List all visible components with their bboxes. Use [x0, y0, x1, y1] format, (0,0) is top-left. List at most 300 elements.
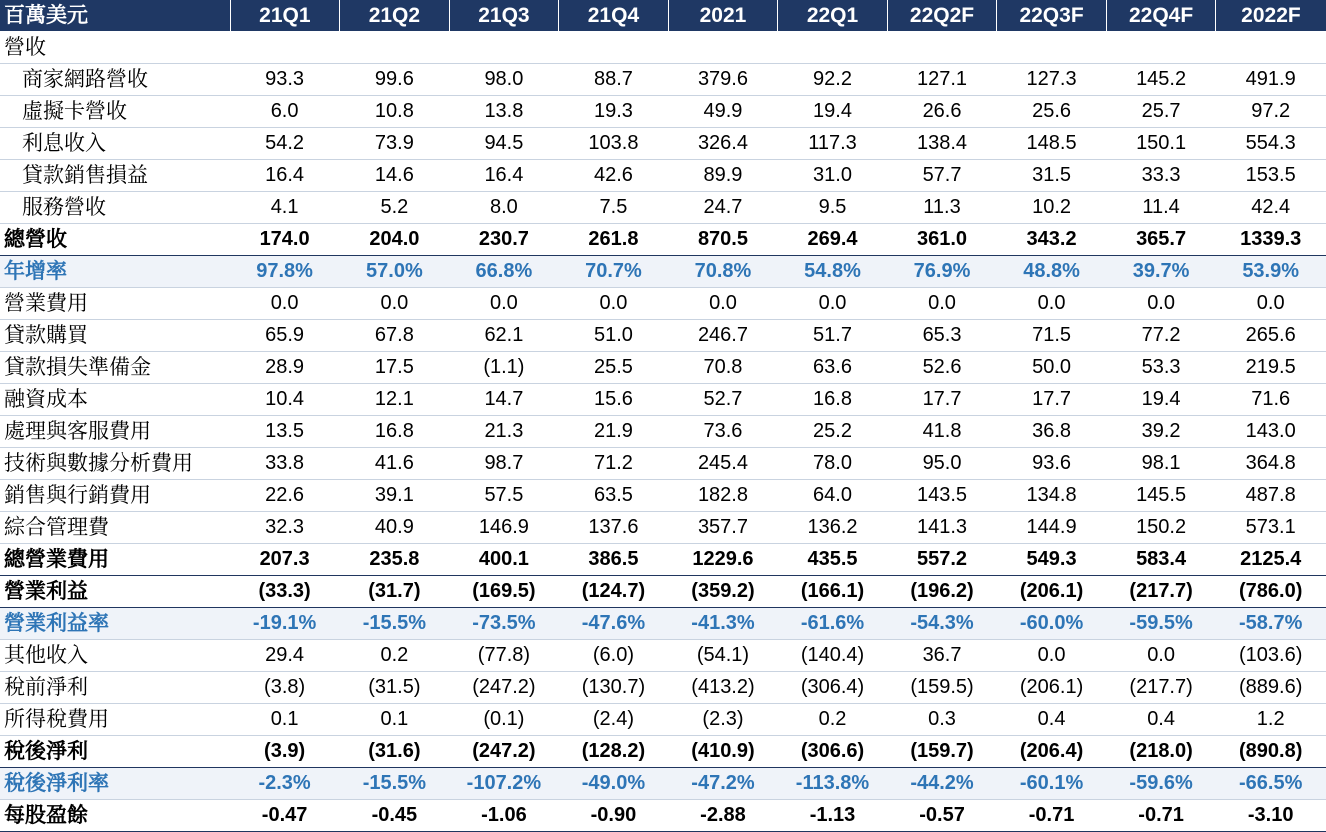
row-label: 利息收入 — [0, 128, 230, 160]
cell-value: (410.9) — [668, 736, 778, 768]
cell-value: 22.6 — [230, 480, 340, 512]
cell-value — [887, 32, 997, 64]
cell-value: 17.7 — [997, 384, 1107, 416]
cell-value: 25.7 — [1106, 96, 1216, 128]
cell-value: 39.2 — [1106, 416, 1216, 448]
cell-value: 0.3 — [887, 704, 997, 736]
cell-value: 6.0 — [230, 96, 340, 128]
column-header-22q3f: 22Q3F — [997, 0, 1107, 32]
cell-value: (786.0) — [1216, 576, 1326, 608]
table-row — [0, 224, 1326, 256]
cell-value: (130.7) — [559, 672, 669, 704]
cell-value: 343.2 — [997, 224, 1107, 256]
cell-value: 219.5 — [1216, 352, 1326, 384]
cell-value: 54.8% — [778, 256, 888, 288]
cell-value: 0.1 — [230, 704, 340, 736]
cell-value: 137.6 — [559, 512, 669, 544]
cell-value: 53.3 — [1106, 352, 1216, 384]
cell-value: 10.4 — [230, 384, 340, 416]
cell-value: 33.3 — [1106, 160, 1216, 192]
cell-value: -107.2% — [449, 768, 559, 800]
cell-value — [1216, 32, 1326, 64]
cell-value: 573.1 — [1216, 512, 1326, 544]
cell-value: 0.0 — [449, 288, 559, 320]
cell-value: 265.6 — [1216, 320, 1326, 352]
table-row — [0, 768, 1326, 800]
cell-value: (890.8) — [1216, 736, 1326, 768]
cell-value — [997, 32, 1107, 64]
cell-value: -3.10 — [1216, 800, 1326, 832]
cell-value: 557.2 — [887, 544, 997, 576]
cell-value: 144.9 — [997, 512, 1107, 544]
cell-value: 153.5 — [1216, 160, 1326, 192]
table-body — [0, 32, 1326, 832]
cell-value: 204.0 — [340, 224, 450, 256]
table-row — [0, 64, 1326, 96]
cell-value: -0.71 — [997, 800, 1107, 832]
cell-value: -61.6% — [778, 608, 888, 640]
cell-value: 36.8 — [997, 416, 1107, 448]
cell-value: 141.3 — [887, 512, 997, 544]
cell-value: (31.5) — [340, 672, 450, 704]
cell-value: 143.0 — [1216, 416, 1326, 448]
table-row — [0, 160, 1326, 192]
cell-value: (217.7) — [1106, 672, 1216, 704]
cell-value: 32.3 — [230, 512, 340, 544]
table-row — [0, 544, 1326, 576]
table-row — [0, 352, 1326, 384]
cell-value: 0.0 — [997, 288, 1107, 320]
cell-value: 97.8% — [230, 256, 340, 288]
cell-value: (306.6) — [778, 736, 888, 768]
cell-value: (33.3) — [230, 576, 340, 608]
table-row — [0, 800, 1326, 832]
cell-value: 0.0 — [1216, 288, 1326, 320]
cell-value: 41.8 — [887, 416, 997, 448]
table-row — [0, 32, 1326, 64]
cell-value: 0.0 — [1106, 640, 1216, 672]
cell-value: 93.3 — [230, 64, 340, 96]
row-label: 其他收入 — [0, 640, 230, 672]
cell-value: 76.9% — [887, 256, 997, 288]
cell-value: 14.7 — [449, 384, 559, 416]
cell-value: 71.5 — [997, 320, 1107, 352]
cell-value: 0.4 — [1106, 704, 1216, 736]
cell-value: 26.6 — [887, 96, 997, 128]
cell-value: 57.7 — [887, 160, 997, 192]
column-header-2021: 2021 — [668, 0, 778, 32]
cell-value: 0.1 — [340, 704, 450, 736]
cell-value: (159.5) — [887, 672, 997, 704]
cell-value: 1229.6 — [668, 544, 778, 576]
cell-value: 39.7% — [1106, 256, 1216, 288]
header-row — [0, 0, 1326, 32]
row-label: 營業費用 — [0, 288, 230, 320]
cell-value — [340, 32, 450, 64]
cell-value: 64.0 — [778, 480, 888, 512]
cell-value: 94.5 — [449, 128, 559, 160]
cell-value: (218.0) — [1106, 736, 1216, 768]
cell-value: -60.1% — [997, 768, 1107, 800]
cell-value: 0.4 — [997, 704, 1107, 736]
cell-value: 99.6 — [340, 64, 450, 96]
row-label: 總營業費用 — [0, 544, 230, 576]
cell-value: 52.7 — [668, 384, 778, 416]
cell-value: 103.8 — [559, 128, 669, 160]
cell-value: (206.1) — [997, 576, 1107, 608]
cell-value: 8.0 — [449, 192, 559, 224]
cell-value: -1.13 — [778, 800, 888, 832]
column-header-22q1: 22Q1 — [778, 0, 888, 32]
row-label: 虛擬卡營收 — [0, 96, 230, 128]
cell-value: 145.5 — [1106, 480, 1216, 512]
cell-value: 73.6 — [668, 416, 778, 448]
cell-value: -49.0% — [559, 768, 669, 800]
cell-value — [449, 32, 559, 64]
cell-value: (2.4) — [559, 704, 669, 736]
cell-value: 40.9 — [340, 512, 450, 544]
table-row — [0, 576, 1326, 608]
cell-value: 127.1 — [887, 64, 997, 96]
cell-value: 67.8 — [340, 320, 450, 352]
row-label: 稅後淨利率 — [0, 768, 230, 800]
cell-value: 0.0 — [668, 288, 778, 320]
cell-value: (6.0) — [559, 640, 669, 672]
cell-value: 554.3 — [1216, 128, 1326, 160]
cell-value: 11.4 — [1106, 192, 1216, 224]
cell-value: -0.47 — [230, 800, 340, 832]
cell-value: 117.3 — [778, 128, 888, 160]
cell-value: 0.0 — [887, 288, 997, 320]
cell-value: -41.3% — [668, 608, 778, 640]
cell-value: 36.7 — [887, 640, 997, 672]
row-label: 稅前淨利 — [0, 672, 230, 704]
cell-value: 62.1 — [449, 320, 559, 352]
column-header-unit: 百萬美元 — [0, 0, 230, 32]
cell-value: (166.1) — [778, 576, 888, 608]
cell-value: 19.3 — [559, 96, 669, 128]
table-row — [0, 672, 1326, 704]
row-label: 貸款購買 — [0, 320, 230, 352]
column-header-22q2f: 22Q2F — [887, 0, 997, 32]
cell-value: (359.2) — [668, 576, 778, 608]
row-label: 商家網路營收 — [0, 64, 230, 96]
cell-value: 10.2 — [997, 192, 1107, 224]
cell-value: -47.2% — [668, 768, 778, 800]
cell-value: 41.6 — [340, 448, 450, 480]
cell-value: (3.8) — [230, 672, 340, 704]
cell-value — [778, 32, 888, 64]
cell-value: 49.9 — [668, 96, 778, 128]
cell-value: 98.0 — [449, 64, 559, 96]
row-label: 技術與數據分析費用 — [0, 448, 230, 480]
cell-value: 70.8 — [668, 352, 778, 384]
cell-value: 25.2 — [778, 416, 888, 448]
cell-value: 9.5 — [778, 192, 888, 224]
cell-value: 71.2 — [559, 448, 669, 480]
cell-value: 19.4 — [778, 96, 888, 128]
table-row — [0, 384, 1326, 416]
cell-value: 400.1 — [449, 544, 559, 576]
cell-value: -0.90 — [559, 800, 669, 832]
cell-value: 435.5 — [778, 544, 888, 576]
cell-value: (140.4) — [778, 640, 888, 672]
cell-value: 31.0 — [778, 160, 888, 192]
cell-value: (206.4) — [997, 736, 1107, 768]
cell-value: (413.2) — [668, 672, 778, 704]
cell-value: 54.2 — [230, 128, 340, 160]
row-label: 貸款損失準備金 — [0, 352, 230, 384]
cell-value: 57.0% — [340, 256, 450, 288]
cell-value: 10.8 — [340, 96, 450, 128]
cell-value: 95.0 — [887, 448, 997, 480]
cell-value: 66.8% — [449, 256, 559, 288]
row-label: 銷售與行銷費用 — [0, 480, 230, 512]
cell-value: 71.6 — [1216, 384, 1326, 416]
cell-value: -66.5% — [1216, 768, 1326, 800]
cell-value: -58.7% — [1216, 608, 1326, 640]
cell-value: (247.2) — [449, 736, 559, 768]
cell-value: 50.0 — [997, 352, 1107, 384]
cell-value: 150.1 — [1106, 128, 1216, 160]
cell-value: 25.6 — [997, 96, 1107, 128]
cell-value: 17.5 — [340, 352, 450, 384]
cell-value: -54.3% — [887, 608, 997, 640]
cell-value: (889.6) — [1216, 672, 1326, 704]
row-label: 融資成本 — [0, 384, 230, 416]
cell-value: 7.5 — [559, 192, 669, 224]
cell-value — [559, 32, 669, 64]
cell-value: 21.9 — [559, 416, 669, 448]
cell-value: 379.6 — [668, 64, 778, 96]
cell-value: 4.1 — [230, 192, 340, 224]
cell-value: 246.7 — [668, 320, 778, 352]
cell-value: 98.1 — [1106, 448, 1216, 480]
table-row — [0, 256, 1326, 288]
cell-value: (31.6) — [340, 736, 450, 768]
cell-value: 65.3 — [887, 320, 997, 352]
cell-value: 51.0 — [559, 320, 669, 352]
cell-value: 174.0 — [230, 224, 340, 256]
row-label: 營業利益 — [0, 576, 230, 608]
row-label: 稅後淨利 — [0, 736, 230, 768]
column-header-21q2: 21Q2 — [340, 0, 450, 32]
table-row — [0, 448, 1326, 480]
cell-value: 51.7 — [778, 320, 888, 352]
cell-value: 28.9 — [230, 352, 340, 384]
cell-value: 491.9 — [1216, 64, 1326, 96]
cell-value: (124.7) — [559, 576, 669, 608]
cell-value: 15.6 — [559, 384, 669, 416]
table-row — [0, 736, 1326, 768]
cell-value: 33.8 — [230, 448, 340, 480]
cell-value: 487.8 — [1216, 480, 1326, 512]
cell-value: 63.5 — [559, 480, 669, 512]
cell-value: 0.0 — [230, 288, 340, 320]
cell-value: 98.7 — [449, 448, 559, 480]
cell-value: 70.8% — [668, 256, 778, 288]
cell-value: (169.5) — [449, 576, 559, 608]
cell-value: 17.7 — [887, 384, 997, 416]
cell-value: (206.1) — [997, 672, 1107, 704]
cell-value: (128.2) — [559, 736, 669, 768]
cell-value: -59.6% — [1106, 768, 1216, 800]
cell-value: 0.2 — [778, 704, 888, 736]
cell-value: 134.8 — [997, 480, 1107, 512]
row-label: 營收 — [0, 32, 230, 64]
cell-value: 361.0 — [887, 224, 997, 256]
cell-value: 13.8 — [449, 96, 559, 128]
cell-value: 0.0 — [778, 288, 888, 320]
table-header — [0, 0, 1326, 32]
table-row — [0, 192, 1326, 224]
cell-value: -2.3% — [230, 768, 340, 800]
cell-value: 0.0 — [997, 640, 1107, 672]
cell-value: -19.1% — [230, 608, 340, 640]
cell-value: (54.1) — [668, 640, 778, 672]
cell-value: 235.8 — [340, 544, 450, 576]
cell-value: 230.7 — [449, 224, 559, 256]
cell-value: 39.1 — [340, 480, 450, 512]
cell-value: (2.3) — [668, 704, 778, 736]
cell-value: (77.8) — [449, 640, 559, 672]
cell-value: -0.71 — [1106, 800, 1216, 832]
cell-value: -0.57 — [887, 800, 997, 832]
cell-value: 57.5 — [449, 480, 559, 512]
cell-value: 148.5 — [997, 128, 1107, 160]
column-header-21q1: 21Q1 — [230, 0, 340, 32]
table-row — [0, 608, 1326, 640]
table-row — [0, 416, 1326, 448]
cell-value: 5.2 — [340, 192, 450, 224]
cell-value: 12.1 — [340, 384, 450, 416]
table-row — [0, 288, 1326, 320]
cell-value: 73.9 — [340, 128, 450, 160]
cell-value: -2.88 — [668, 800, 778, 832]
cell-value: 386.5 — [559, 544, 669, 576]
cell-value: 182.8 — [668, 480, 778, 512]
cell-value: 269.4 — [778, 224, 888, 256]
cell-value: 16.8 — [340, 416, 450, 448]
table-row — [0, 480, 1326, 512]
cell-value: 88.7 — [559, 64, 669, 96]
cell-value: 25.5 — [559, 352, 669, 384]
column-header-21q4: 21Q4 — [559, 0, 669, 32]
cell-value: -113.8% — [778, 768, 888, 800]
cell-value: 53.9% — [1216, 256, 1326, 288]
cell-value: (0.1) — [449, 704, 559, 736]
cell-value: 77.2 — [1106, 320, 1216, 352]
column-header-21q3: 21Q3 — [449, 0, 559, 32]
cell-value: 29.4 — [230, 640, 340, 672]
cell-value: 583.4 — [1106, 544, 1216, 576]
cell-value: 16.4 — [449, 160, 559, 192]
cell-value: 19.4 — [1106, 384, 1216, 416]
cell-value: 48.8% — [997, 256, 1107, 288]
cell-value: 24.7 — [668, 192, 778, 224]
table-row — [0, 128, 1326, 160]
cell-value: -47.6% — [559, 608, 669, 640]
row-label: 營業利益率 — [0, 608, 230, 640]
cell-value: 14.6 — [340, 160, 450, 192]
cell-value: 1.2 — [1216, 704, 1326, 736]
cell-value: -1.06 — [449, 800, 559, 832]
cell-value: 70.7% — [559, 256, 669, 288]
table-row — [0, 704, 1326, 736]
row-label: 每股盈餘 — [0, 800, 230, 832]
cell-value: 364.8 — [1216, 448, 1326, 480]
cell-value: -15.5% — [340, 768, 450, 800]
cell-value: 42.6 — [559, 160, 669, 192]
cell-value: 207.3 — [230, 544, 340, 576]
cell-value: -0.45 — [340, 800, 450, 832]
table-row — [0, 320, 1326, 352]
row-label: 年增率 — [0, 256, 230, 288]
cell-value: 136.2 — [778, 512, 888, 544]
cell-value — [230, 32, 340, 64]
row-label: 綜合管理費 — [0, 512, 230, 544]
cell-value: 31.5 — [997, 160, 1107, 192]
cell-value: -15.5% — [340, 608, 450, 640]
cell-value: 145.2 — [1106, 64, 1216, 96]
cell-value: (306.4) — [778, 672, 888, 704]
cell-value: 0.2 — [340, 640, 450, 672]
cell-value: 261.8 — [559, 224, 669, 256]
column-header-22q4f: 22Q4F — [1106, 0, 1216, 32]
cell-value: 21.3 — [449, 416, 559, 448]
table-row — [0, 96, 1326, 128]
cell-value — [668, 32, 778, 64]
row-label: 總營收 — [0, 224, 230, 256]
cell-value: 143.5 — [887, 480, 997, 512]
cell-value: 326.4 — [668, 128, 778, 160]
cell-value: 97.2 — [1216, 96, 1326, 128]
cell-value: 357.7 — [668, 512, 778, 544]
cell-value: 16.8 — [778, 384, 888, 416]
cell-value: (159.7) — [887, 736, 997, 768]
cell-value: 1339.3 — [1216, 224, 1326, 256]
cell-value: 0.0 — [340, 288, 450, 320]
row-label: 貸款銷售損益 — [0, 160, 230, 192]
cell-value: 93.6 — [997, 448, 1107, 480]
cell-value: 0.0 — [559, 288, 669, 320]
cell-value: -59.5% — [1106, 608, 1216, 640]
cell-value: (103.6) — [1216, 640, 1326, 672]
cell-value: -44.2% — [887, 768, 997, 800]
cell-value: 146.9 — [449, 512, 559, 544]
cell-value: -73.5% — [449, 608, 559, 640]
row-label: 處理與客服費用 — [0, 416, 230, 448]
cell-value: (1.1) — [449, 352, 559, 384]
cell-value: 365.7 — [1106, 224, 1216, 256]
cell-value: 127.3 — [997, 64, 1107, 96]
cell-value: 0.0 — [1106, 288, 1216, 320]
cell-value: 13.5 — [230, 416, 340, 448]
cell-value: 138.4 — [887, 128, 997, 160]
cell-value: (196.2) — [887, 576, 997, 608]
table-row — [0, 512, 1326, 544]
cell-value: 2125.4 — [1216, 544, 1326, 576]
column-header-2022f: 2022F — [1216, 0, 1326, 32]
cell-value: 16.4 — [230, 160, 340, 192]
cell-value: 549.3 — [997, 544, 1107, 576]
cell-value: 42.4 — [1216, 192, 1326, 224]
cell-value: 63.6 — [778, 352, 888, 384]
cell-value: 150.2 — [1106, 512, 1216, 544]
cell-value: (247.2) — [449, 672, 559, 704]
cell-value: (3.9) — [230, 736, 340, 768]
cell-value: 78.0 — [778, 448, 888, 480]
